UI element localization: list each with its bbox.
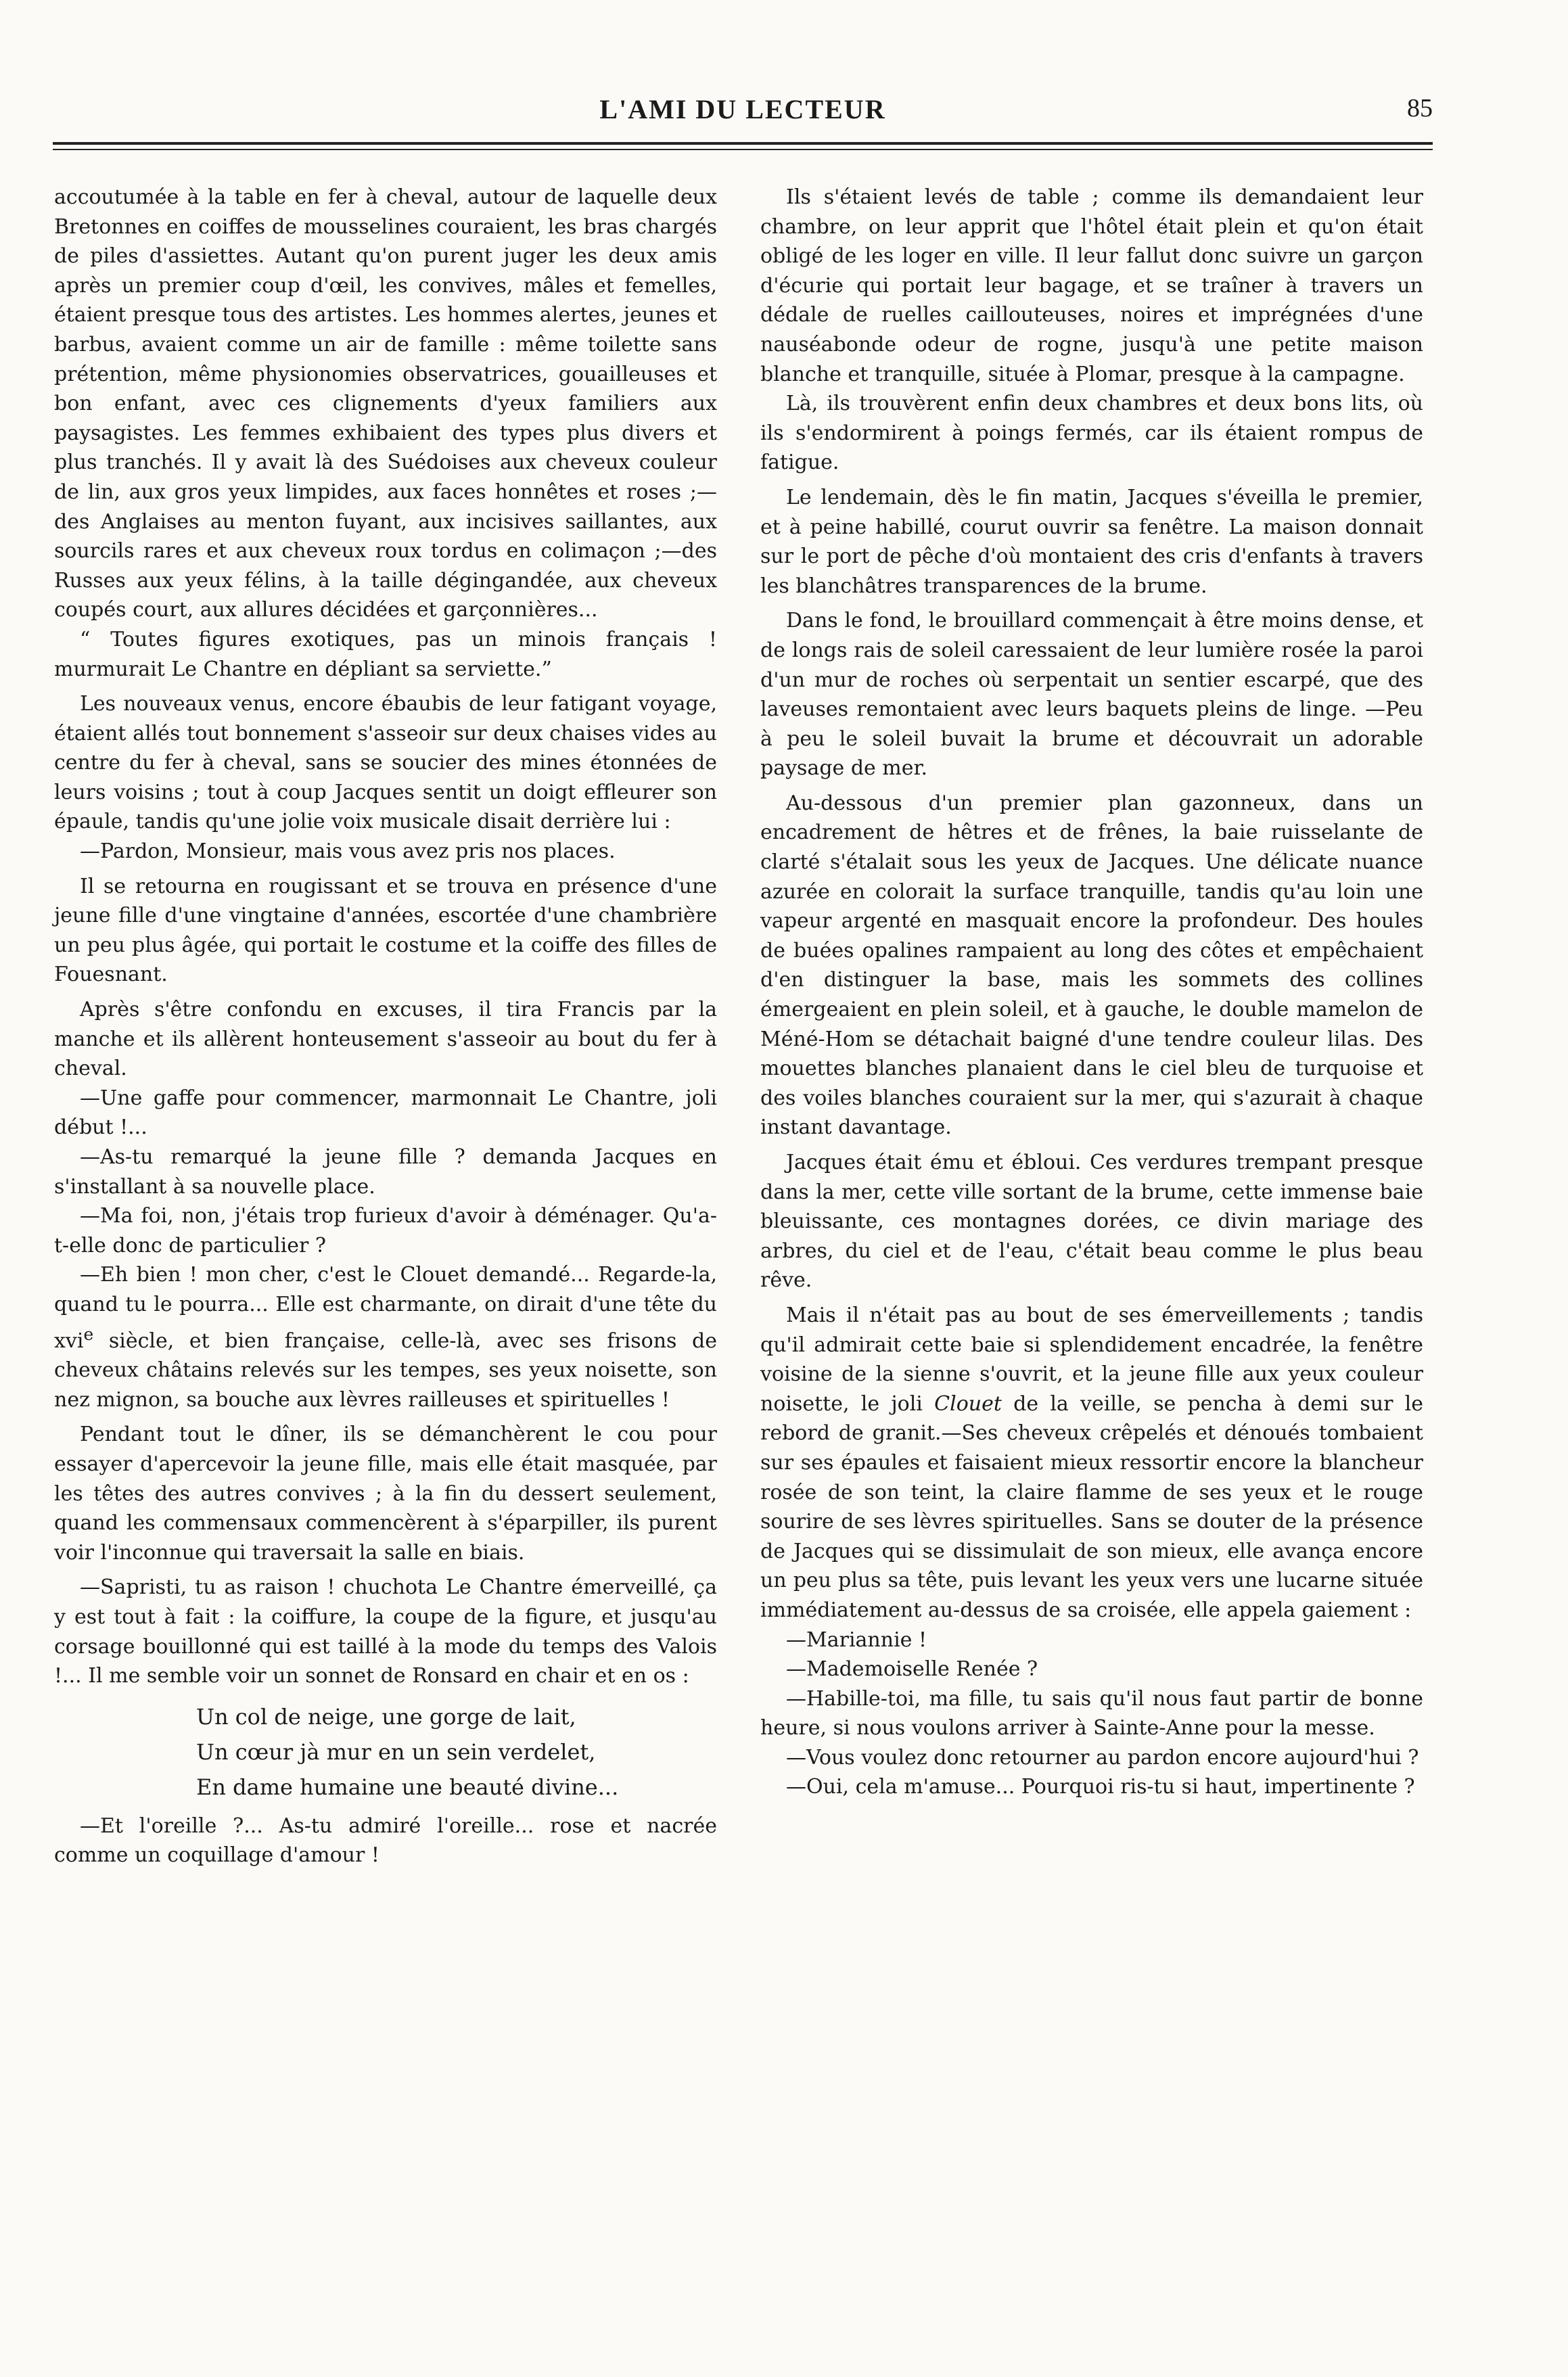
paragraph: Il se retourna en rougissant et se trouva en présence d'une jeune fille d'une vingtaine d'années, escortée d'une chambrière un peu plus âgée, qui portait le costume et la coiffe des filles de Fouesnant. [54,874,717,987]
verse-line: Un col de neige, une gorge de lait, [196,1703,576,1730]
paragraph: Jacques était ému et ébloui. Ces verdures trempant presque dans la mer, cette ville sortant de la brume, cette immense baie bleuissante, ces montagnes dorées, ce divin mariage des arbres, du ciel et de l'eau, c'était beau comme le plus beau rêve. [760,1151,1423,1293]
paragraph: —Pardon, Monsieur, mais vous avez pris nos places. [80,839,616,864]
paragraph-text: —Eh bien ! mon cher, c'est le Clouet demandé... Regarde-la, quand tu le pourra... Elle est charmante, on dirait d'une tête du xvi [54,1263,717,1353]
paragraph-text: de la veille, se pencha à demi sur le rebord de granit.—Ses cheveux crêpelés et dénoués tombaient sur ses épaules et faisaient mieux ressortir encore la blancheur rosée de son teint, la claire flamme de ses yeux et le rouge sourire de ses lèvres spirituelles. Sans se douter de la présence de Jacques qui se dissimulait de son mieux, elle avança encore un peu plus sa tête, puis levant les yeux vers une lucarne située immédiatement au-dessus de sa croisée, elle appela gaiement : [760,1391,1423,1622]
paragraph: Au-dessous d'un premier plan gazonneux, dans un encadrement de hêtres et de frênes, la baie ruisselante de clarté s'étalait sous les yeux de Jacques. Une délicate nuance azurée en colorait la surface tranquille, tandis qu'au loin une vapeur argenté en masquait encore la profondeur. Des houles de buées opalines rampaient au long des côtes et empêchaient d'en distinguer la base, mais les sommets des collines émergeaient en plein soleil, et à gauche, le double mamelon de Méné-Hom se détachait baigné d'une tendre couleur lilas. Des mouettes blanches planaient dans le ciel bleu de turquoise et des voiles blanches couraient sur la mer, qui s'azurait à chaque instant davantage. [760,791,1423,1140]
paragraph: —As-tu remarqué la jeune fille ? demanda Jacques en s'installant à sa nouvelle place. [54,1145,717,1199]
paragraph: accoutumée à la table en fer à cheval, autour de laquelle deux Bretonnes en coiffes de mousselines couraient, les bras chargés de piles d'assiettes. Autant qu'on purent juger les deux amis après un premier coup d'œil, les convives, mâles et femelles, étaient presque tous des artistes. Les hommes alertes, jeunes et barbus, avaient comme un air de famille : même toilette sans prétention, même physionomies observatrices, gouailleuses et bon enfant, avec ces clignements d'yeux familiers aux paysagistes. Les femmes exhibaient des types plus divers et plus tranchés. Il y avait là des Suédoises aux cheveux couleur de lin, aux gros yeux limpides, aux faces honnêtes et roses ;—des Anglaises au menton fuyant, aux incisives saillantes, aux sourcils rares et aux cheveux roux tordus en colimaçon ;—des Russes aux yeux félins, à la taille dégingandée, aux cheveux coupés court, aux allures décidées et garçonnières... [54,185,717,622]
page-number: 85 [1407,94,1433,122]
right-column [760,183,1423,1802]
paragraph: Là, ils trouvèrent enfin deux chambres et deux bons lits, où ils s'endormirent à poings fermés, car ils étaient rompus de fatigue. [760,392,1423,475]
paragraph: —Une gaffe pour commencer, marmonnait Le Chantre, joli début !... [54,1086,717,1140]
paragraph: —Oui, cela m'amuse... Pourquoi ris-tu si haut, impertinente ? [786,1775,1415,1799]
paragraph: Les nouveaux venus, encore ébaubis de leur fatigant voyage, étaient allés tout bonnement s'asseoir sur deux chaises vides au centre du fer à cheval, sans se soucier des mines étonnées de leurs voisins ; tout à coup Jacques sentit un doigt effleurer son épaule, tandis qu'une jolie voix musicale disait derrière lui : [54,692,717,834]
paragraph: —Vous voulez donc retourner au pardon encore aujourd'hui ? [786,1745,1419,1770]
superscript: e [83,1324,94,1344]
paragraph: Dans le fond, le brouillard commençait à être moins dense, et de longs rais de soleil caressaient de leur lumière rosée la paroi d'un mur de roches où serpentait un sentier escarpé, que des laveuses remontaient avec leurs baquets pleins de linge. —Peu à peu le soleil buvait la brume et découvrait un adorable paysage de mer. [760,609,1423,781]
paragraph-text: Mais il n'était pas au bout de ses émerveillements ; tandis qu'il admirait cette baie si splendidement encadrée, la fenêtre voisine de la sienne s'ouvrit, et la jeune fille aux yeux couleur noisette, le joli [760,1303,1423,1416]
italic-text: Clouet [934,1391,1002,1416]
paragraph: —Mariannie ! [786,1628,927,1652]
paragraph: “ Toutes figures exotiques, pas un minois français ! murmurait Le Chantre en dépliant sa serviette.” [54,627,717,681]
paragraph: —Habille-toi, ma fille, tu sais qu'il nous faut partir de bonne heure, si nous voulons arriver à Sainte-Anne pour la messe. [760,1686,1423,1740]
header-rule-thin [53,149,1433,150]
running-header [53,88,1433,135]
paragraph: —Sapristi, tu as raison ! chuchota Le Chantre émerveillé, ça y est tout à fait : la coiffure, la coupe de la figure, et jusqu'au corsage bouillonné qui est taillé à la mode du temps des Valois !... Il me semble voir un sonnet de Ronsard en chair et en os : [54,1575,717,1688]
paragraph-text: siècle, et bien française, celle-là, avec ses frisons de cheveux châtains relevés sur les tempes, ses yeux noisette, son nez mignon, sa bouche aux lèvres railleuses et spirituelles ! [54,1329,717,1412]
header-rule-thick [53,142,1433,145]
paragraph: Le lendemain, dès le fin matin, Jacques s'éveilla le premier, et à peine habillé, courut ouvrir sa fenêtre. La maison donnait sur le port de pêche d'où montaient des cris d'enfants à travers les blanchâtres transparences de la brume. [760,485,1423,598]
verse-line: En dame humaine une beauté divine... [196,1774,619,1800]
paragraph [760,1301,1423,1625]
paragraph: Ils s'étaient levés de table ; comme ils demandaient leur chambre, on leur apprit que l'hôtel était plein et qu'on était obligé de les loger en ville. Il leur fallut donc suivre un garçon d'écurie qui portait leur bagage, et se traîner à travers un dédale de ruelles caillouteuses, noires et imprégnées d'une nauséabonde odeur de rogne, jusqu'à une petite maison blanche et tranquille, située à Plomar, presque à la campagne. [760,185,1423,386]
verse-quote [196,1699,717,1805]
paragraph: Pendant tout le dîner, ils se démanchèrent le cou pour essayer d'apercevoir la jeune fille, mais elle était masquée, par les têtes des autres convives ; à la fin du dessert seulement, quand les commensaux commencèrent à s'éparpiller, ils purent voir l'inconnue qui traversait la salle en biais. [54,1423,717,1565]
journal-title: L'AMI DU LECTEUR [599,94,886,124]
verse-line: Un cœur jà mur en un sein verdelet, [196,1738,596,1765]
paragraph [54,1260,717,1414]
paragraph: —Mademoiselle Renée ? [786,1657,1038,1682]
paragraph: Après s'être confondu en excuses, il tira Francis par la manche et ils allèrent honteusement s'asseoir au bout du fer à cheval. [54,998,717,1081]
paragraph: —Ma foi, non, j'étais trop furieux d'avoir à déménager. Qu'a-t-elle donc de particulier ? [54,1204,717,1257]
paragraph: —Et l'oreille ?... As-tu admiré l'oreille... rose et nacrée comme un coquillage d'amour ! [54,1814,717,1868]
left-column [54,183,717,1870]
